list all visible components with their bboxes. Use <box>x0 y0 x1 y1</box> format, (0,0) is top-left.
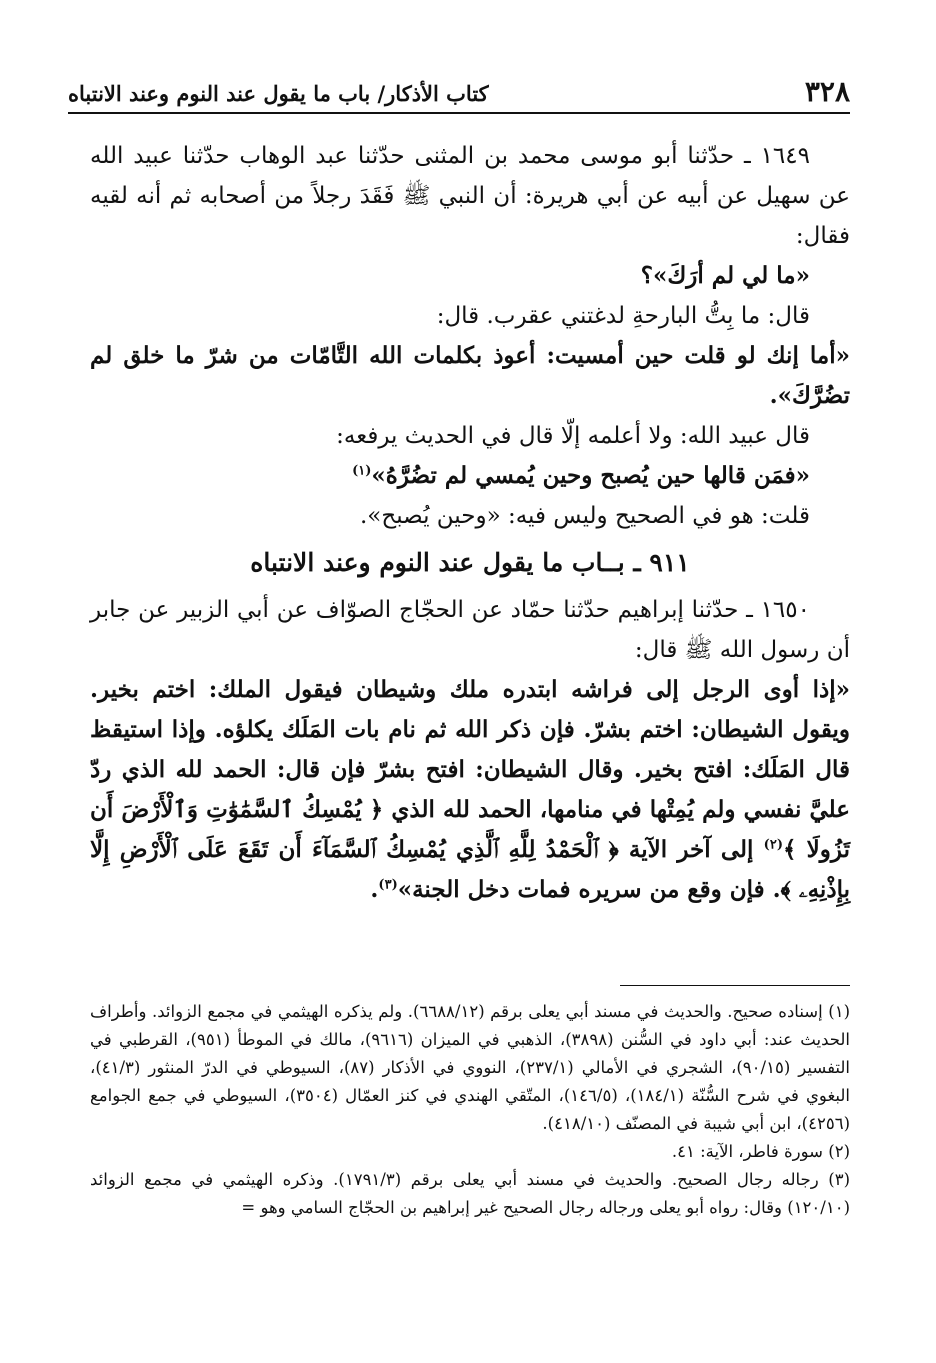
hadith-1649-text-4: قلت: هو في الصحيح وليس فيه: «وحين يُصبح». <box>359 503 810 529</box>
footnotes <box>90 998 850 1222</box>
footnote-ref-2[interactable]: (٢) <box>763 837 783 853</box>
footnote-separator <box>620 985 850 986</box>
hadith-1649-quote-3 <box>90 456 850 496</box>
hadith-1649-text-3: قال عبيد الله: ولا أعلمه إلّا قال في الحديث يرفعه: <box>336 423 810 449</box>
footnote-1: (١) إسناده صحيح. والحديث في مسند أبي يعلى برقم (٦٦٨٨/١٢). ولم يذكره الهيثمي في مجمع الزوائد. وأطراف الحديث عند: أبي داود في السُّنن (٣٨٩٨)، الذهبي في الميزان (٩٦١٦)، مالك في الموطأ (٩٥١)، القرطبي في التفسير (٩٠/١٥)، الشجري في الأمالي (٢٣٧/١)، النووي في الأذكار (٨٧)، السيوطي في الدرّ المنثور (٤١/٣)، البغوي في شرح السُّنّة (١٨٤/١)، (١٤٦/٥)، المتّقي الهندي في كنز العمّال (٣٥٠٤)، السيوطي في جمع الجوامع (٤٢٥٦)، ابن أبي شيبة في المصنّف (٤١٨/١٠). <box>90 1002 851 1133</box>
footnote-ref-1[interactable]: (١) <box>352 463 372 479</box>
footnote-2: (٢) سورة فاطر، الآية: ٤١. <box>671 1142 850 1161</box>
footnote-ref-3[interactable]: (٣) <box>378 877 398 893</box>
hadith-1649-quote-1: «ما لي لم أرَكَ»؟ <box>640 262 810 289</box>
main-text <box>90 136 850 910</box>
hadith-1650-quote <box>90 670 850 910</box>
quote-1650-part-b: إلى آخر الآية ﴿ ٱلْحَمْدُ لِلَّهِ ٱلَّذِي يُمْسِكُ ٱلسَّمَآءَ أَن تَقَعَ عَلَى ٱلْأَرْضِ إِلَّا بِإِذْنِهِۦ ﴾. فإن وقع من سريره فمات دخل الجنة» <box>90 836 850 903</box>
hadith-1649-quote-2: «أما إنك لو قلت حين أمسيت: أعوذ بكلمات الله التَّامّات من شرّ ما خلق لم تضُرَّكَ». <box>90 342 850 409</box>
page-number: ٣٢٨ <box>804 75 850 108</box>
hadith-1649-text-2: قال: ما بِتُّ البارحةِ لدغتني عقرب. قال: <box>436 303 810 329</box>
quote-1650-part-a: «إذا أوى الرجل إلى فراشه ابتدره ملك وشيطان فيقول الملك: اختم بخير. ويقول الشيطان: اختم بشرّ. فإن ذكر الله ثم نام بات المَلَك يكلؤه. وإذا استيقظ قال المَلَك: افتح بخير. وقال الشيطان: افتح بشرّ فإن قال: الحمد لله الذي ردّ عليَّ نفسي ولم يُمِتْها في منامها، الحمد لله الذي ﴿ يُمْسِكُ ٱلسَّمَٰوَٰتِ وَٱلْأَرْضَ أَن تَزُولَا ﴾ <box>90 676 850 863</box>
footnote-3: (٣) رجاله رجال الصحيح. والحديث في مسند أبي يعلى برقم (١٧٩١/٣). وذكره الهيثمي في مجمع الزوائد (١٢٠/١٠) وقال: رواه أبو يعلى ورجاله رجال الصحيح غير إبراهيم بن الحجّاج السامي وهو = <box>90 1170 850 1217</box>
quote-3-text: «فمَن قالها حين يُصبح وحين يُمسي لم تضُرَّهُ» <box>371 462 810 489</box>
hadith-1650-isnad: ١٦٥٠ ـ حدّثنا إبراهيم حدّثنا حمّاد عن الحجّاج الصوّاف عن أبي الزبير عن جابر أن رسول الله ﷺ قال: <box>90 597 850 663</box>
hadith-1649-isnad: ١٦٤٩ ـ حدّثنا أبو موسى محمد بن المثنى حدّثنا عبد الوهاب حدّثنا عبيد الله عن سهيل عن أبيه عن أبي هريرة: أن النبي ﷺ فَقَدَ رجلاً من أصحابه ثم أنه لقيه فقال: <box>90 143 850 249</box>
page-header <box>68 72 850 114</box>
running-title: كتاب الأذكار/ باب ما يقول عند النوم وعند الانتباه <box>68 81 489 106</box>
chapter-heading: ٩١١ ـ بــاب ما يقول عند النوم وعند الانتباه <box>250 548 690 577</box>
quote-1650-end: . <box>370 876 379 903</box>
